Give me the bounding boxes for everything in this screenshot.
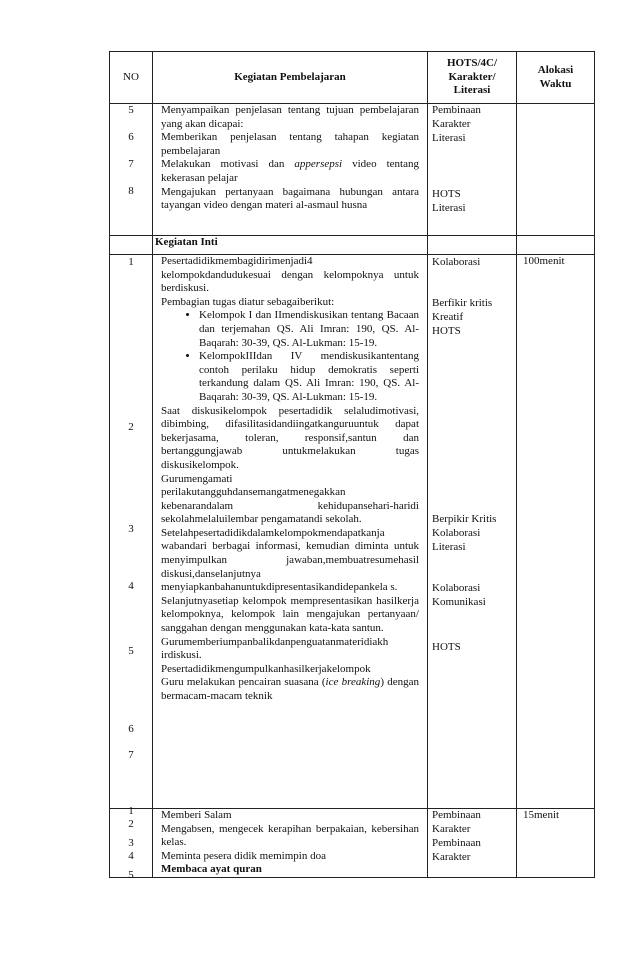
paragraph: Guru melakukan pencairan suasana (ice breaking) dengan bermacam-macam teknik bbox=[161, 676, 419, 702]
table-row bbox=[110, 104, 595, 236]
row-numbers: 5 6 7 8 bbox=[110, 104, 153, 236]
header-alokasi: Alokasi Waktu bbox=[517, 52, 595, 104]
list-item: Menyampaikan penjelasan tentang tujuan pembelajaran yang akan dicapai: bbox=[161, 104, 419, 130]
list-item: Mengabsen, mengecek kerapihan berpakaian, kebersihan kelas. bbox=[161, 822, 419, 849]
table-header-row bbox=[110, 52, 595, 104]
paragraph: Pesertadidikmembagidirimenjadi4 kelompokdandudukesuai dengan kelompoknya untuk berdiskusi. bbox=[161, 255, 419, 295]
list-item: Membaca ayat quran bbox=[161, 863, 262, 876]
list-item: Mengajukan pertanyaan bagaimana hubungan antara tayangan video dengan materi al-asmaul husna bbox=[161, 185, 419, 212]
paragraph: Pesertadidikmengumpulkanhasilkerjakelompok bbox=[161, 662, 371, 675]
bullet-list bbox=[161, 309, 419, 404]
list-item: • KelompokIIIdan IV mendiskusikantentang contoh perilaku hidup demokratis seperti terkandung dalam QS. Ali Imran: 190, QS. Al-Baqarah: 30-39, QS. Al-Lukman: 15-19. bbox=[199, 350, 419, 404]
list-item: Memberikan penjelasan tentang tahapan kegiatan pembelajaran bbox=[161, 131, 419, 157]
kegiatan-cell bbox=[153, 255, 428, 809]
list-item: Melakukan motivasi dan appersepsi video tentang kekerasan pelajar bbox=[161, 158, 419, 184]
table-row bbox=[110, 809, 595, 878]
list-item: Memberi Salam bbox=[161, 809, 232, 821]
hots-cell: Pembinaan Karakter Literasi HOTS Literasi bbox=[428, 104, 517, 236]
table-row bbox=[110, 255, 595, 809]
header-no: NO bbox=[110, 52, 153, 104]
paragraph: Saat diskusikelompok pesertadidik selaludimotivasi, dibimbing, difasilitasidandiingatkanguruuntuk dapat bekerjasama, toleran, responsif,santun dan bertanggungjawab untukmelakukan tugas diskusikelompok. bbox=[161, 404, 419, 471]
list-item: Meminta pesera didik memimpin doa bbox=[161, 849, 326, 862]
paragraph: Gurumemberiumpanbalikdanpenguatanmateridiakh irdiskusi. bbox=[161, 635, 389, 662]
waktu-cell: 100menit bbox=[517, 255, 595, 809]
hots-cell: Kolaborasi Berfikir kritis Kreatif HOTS Berpikir Kritis Kolaborasi Literasi Kolaborasi Komunikasi HOTS bbox=[428, 255, 517, 809]
kegiatan-cell bbox=[153, 104, 428, 236]
hots-cell: Pembinaan Karakter Pembinaan Karakter bbox=[428, 809, 517, 878]
row-numbers: 1 2 3 4 5 bbox=[110, 809, 153, 878]
section-title-inti: Kegiatan Inti bbox=[153, 236, 428, 255]
header-hots: HOTS/4C/ Karakter/ Literasi bbox=[428, 52, 517, 104]
kegiatan-cell bbox=[153, 809, 428, 878]
header-kegiatan: Kegiatan Pembelajaran bbox=[153, 52, 428, 104]
waktu-cell: 15menit bbox=[517, 809, 595, 878]
row-numbers: 1 2 3 4 5 6 7 bbox=[110, 255, 153, 809]
paragraph: Pembagian tugas diatur sebagaiberikut: bbox=[161, 295, 335, 308]
paragraph: Setelahpesertadidikdalamkelompokmendapatkanja wabandari berbagai informasi, kemudian diminta untuk menyimpulkan jawaban,membuatresumehasil diskusi,danselanjutnya menyiapkanbahanuntukdipresentasikandidepankela s. bbox=[161, 526, 419, 594]
paragraph: Gurumengamati perilakutangguhdansemangatmenegakkan kebenarandalam kehidupansehari-haridi sekolahmelaluilembar pengamatandi sekolah. bbox=[161, 472, 419, 526]
lesson-plan-table bbox=[109, 51, 595, 881]
list-item: • Kelompok I dan IImendiskusikan tentang Bacaan dan terjemahan QS. Ali Imran: 190, QS. Al-Baqarah: 30-39, QS. Al-Lukman: 15-19. bbox=[199, 309, 419, 350]
section-row bbox=[110, 236, 595, 255]
paragraph: Selanjutnyasetiap kelompok mempresentasikan hasilkerja kelompoknya, kelompok lain mengajukan pertanyaan/ sanggahan dengan menggunakan kata-kata santun. bbox=[161, 594, 419, 635]
waktu-cell bbox=[517, 104, 595, 236]
